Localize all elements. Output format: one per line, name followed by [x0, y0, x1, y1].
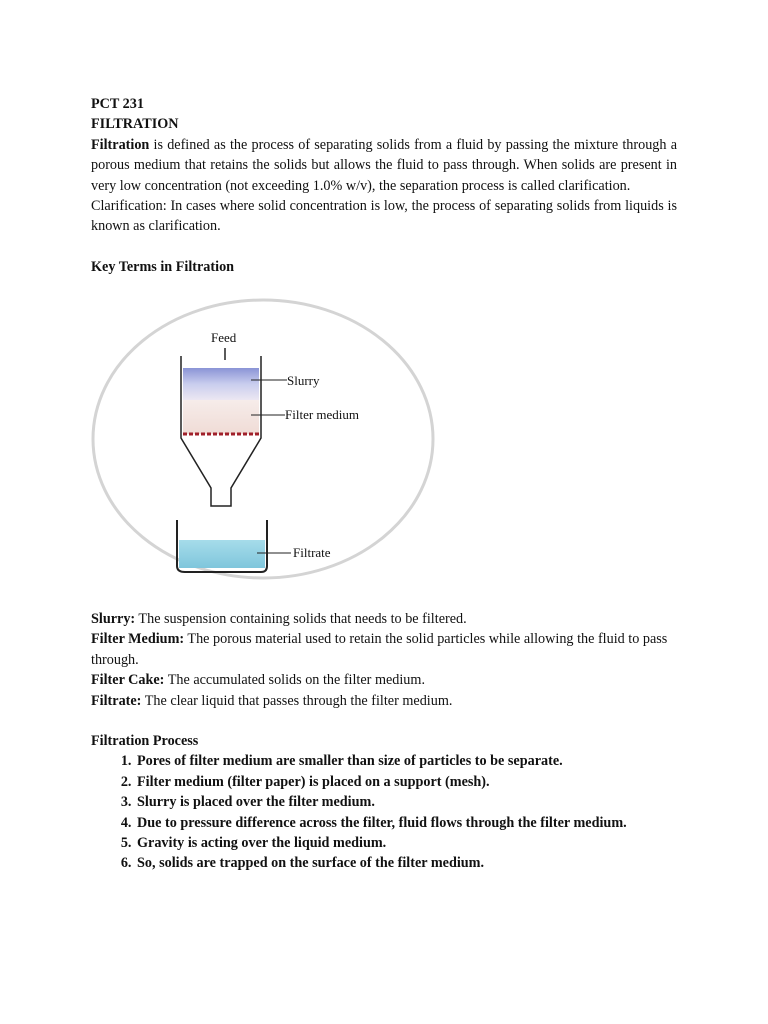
term-definition: The clear liquid that passes through the filter medium.: [141, 692, 453, 709]
term-definition: The suspension containing solids that needs to be filtered.: [135, 611, 467, 627]
filtrate-liquid: [179, 540, 265, 568]
page-title: FILTRATION: [91, 116, 179, 133]
term-label: Filter Medium:: [91, 631, 185, 648]
definition-text: is defined as the process of separating solids from a fluid by passing the mixture through a porous medium that retains the solids but allows the fluid to pass through. When solids are present in very low concentration (not exceeding 1.0% w/v), the separation process is called clarification.: [91, 136, 677, 194]
term-slurry: [91, 609, 677, 629]
term-label: Filter Cake:: [91, 672, 165, 689]
key-terms-heading: Key Terms in Filtration: [91, 258, 235, 275]
process-step: 2. Filter medium (filter paper) is placed on a support (mesh).: [135, 772, 677, 792]
term-filter-medium: [91, 629, 677, 670]
process-steps: [91, 751, 677, 873]
process-step: 1. Pores of filter medium are smaller than size of particles to be separate.: [135, 751, 677, 771]
diagram-ellipse: [93, 300, 433, 578]
term-label: Slurry:: [91, 611, 136, 627]
process-step: 5. Gravity is acting over the liquid medium.: [135, 833, 677, 853]
term-filter-cake: [91, 670, 677, 690]
process-step: 3. Slurry is placed over the filter medium.: [135, 792, 677, 812]
filtration-diagram: [91, 298, 439, 583]
term-definition: The accumulated solids on the filter medium.: [164, 672, 425, 689]
filtration-definition: [91, 135, 677, 196]
term-filtrate: [91, 691, 677, 711]
slurry-layer: [183, 368, 259, 400]
process-heading: Filtration Process: [91, 733, 199, 749]
filter-medium-label: Filter medium: [285, 407, 360, 422]
feed-label: Feed: [211, 330, 237, 345]
definition-term: Filtration: [91, 136, 150, 153]
term-label: Filtrate:: [91, 692, 142, 709]
key-terms-list: [91, 609, 677, 711]
clarification-definition: Clarification: In cases where solid concentration is low, the process of separating solids from liquids is known as clarification.: [91, 198, 677, 235]
course-code: PCT 231: [91, 96, 144, 112]
slurry-label: Slurry: [287, 373, 320, 388]
process-step: 4. Due to pressure difference across the filter, fluid flows through the filter medium.: [135, 813, 677, 833]
term-definition: The porous material used to retain the solid particles while allowing the fluid to pass through.: [91, 631, 668, 668]
filtrate-label: Filtrate: [293, 545, 331, 560]
process-step: 6. So, solids are trapped on the surface of the filter medium.: [135, 853, 677, 873]
filter-medium-layer: [183, 400, 259, 434]
filtration-process-section: [91, 731, 677, 874]
document-body: [91, 94, 677, 277]
